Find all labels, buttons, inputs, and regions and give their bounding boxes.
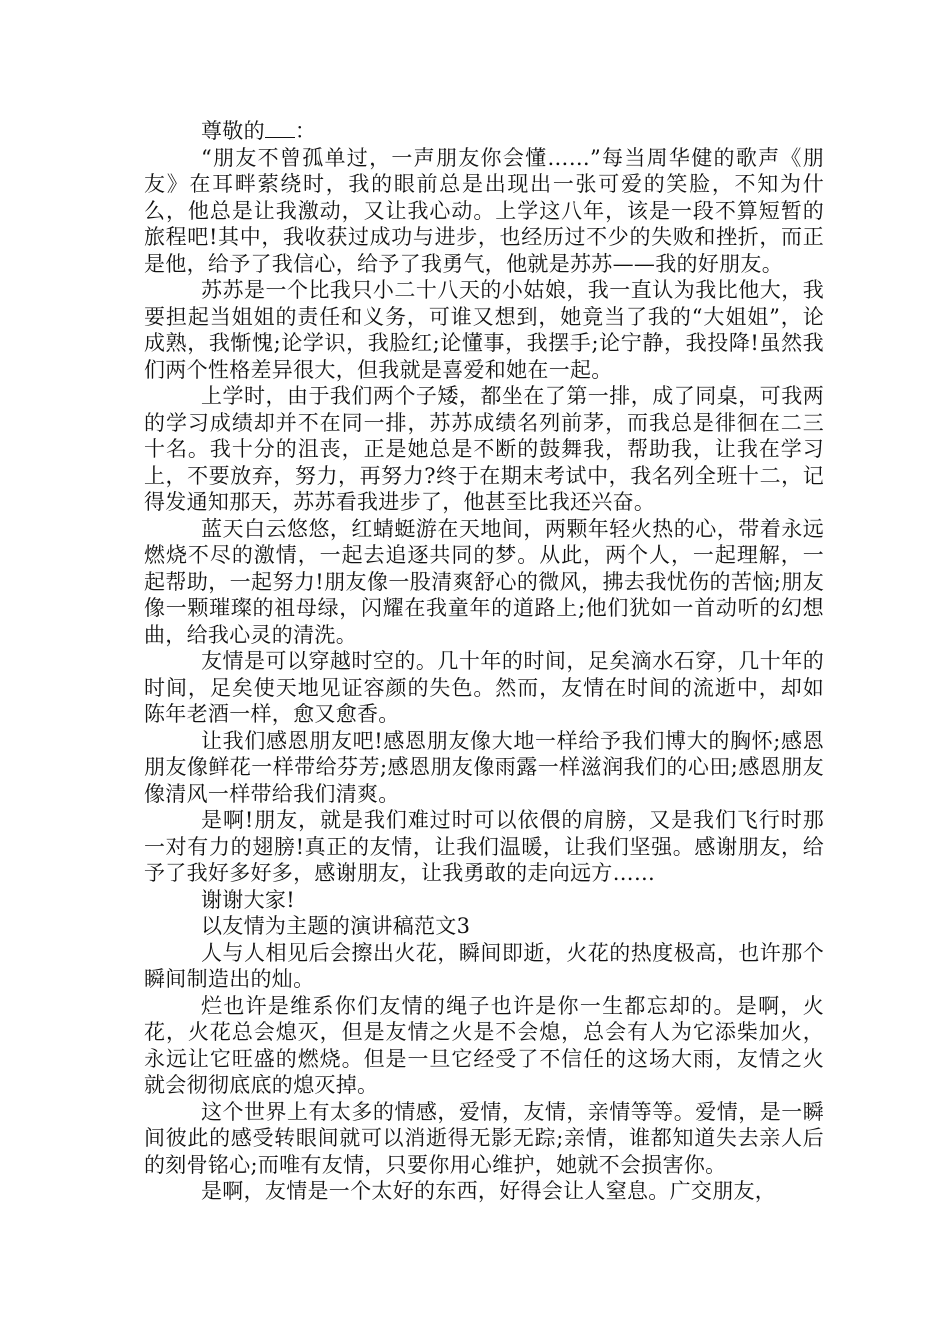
paragraph: 让我们感恩朋友吧!感恩朋友像大地一样给予我们博大的胸怀;感恩朋友像鲜花一样带给芬芳;感恩朋友像雨露一样滋润我们的心田;感恩朋友像清风一样带给我们清爽。 — [144, 728, 824, 806]
closing-thanks: 谢谢大家! — [201, 887, 295, 912]
salutation-blank — [265, 119, 295, 138]
paragraph: 友情是可以穿越时空的。几十年的时间，足矣滴水石穿，几十年的时间，足矣使天地见证容颜的失色。然而，友情在时间的流逝中，却如陈年老酒一样，愈又愈香。 — [144, 649, 824, 726]
paragraph: 这个世界上有太多的情感，爱情，友情，亲情等等。爱情，是一瞬间彼此的感受转眼间就可以消逝得无影无踪;亲情，谁都知道失去亲人后的刻骨铭心;而唯有友情，只要你用心维护，她就不会损害你。 — [144, 1099, 824, 1177]
paragraph: 烂也许是维系你们友情的绳子也许是你一生都忘却的。是啊，火花，火花总会熄灭，但是友情之火是不会熄，总会有人为它添柴加火，永远让它旺盛的燃烧。但是一旦它经受了不信任的这场大雨，友情之火就会彻彻底底的熄灭掉。 — [144, 993, 824, 1097]
paragraph: 蓝天白云悠悠，红蜻蜓游在天地间，两颗年轻火热的心，带着永远燃烧不尽的激情，一起去追逐共同的梦。从此，两个人，一起理解，一起帮助，一起努力!朋友像一股清爽舒心的微风，拂去我忧伤的苦恼;朋友像一颗璀璨的祖母绿，闪耀在我童年的道路上;他们犹如一首动听的幻想曲，给我心灵的清洗。 — [144, 516, 824, 647]
section-heading: 以友情为主题的演讲稿范文3 — [201, 914, 471, 938]
paragraph: 是啊，友情是一个太好的东西，好得会让人窒息。广交朋友， — [201, 1179, 777, 1203]
salutation — [144, 118, 824, 145]
paragraph: 苏苏是一个比我只小二十八天的小姑娘，我一直认为我比他大，我要担起当姐姐的责任和义务，可谁又想到，她竟当了我的“大姐姐”，论成熟，我惭愧;论学识，我脸红;论懂事，我摆手;论宁静，我投降!虽然我们两个性格差异很大，但我就是喜爱和她在一起。 — [144, 278, 824, 382]
paragraph: 人与人相见后会擦出火花，瞬间即逝，火花的热度极高，也许那个瞬间制造出的灿。 — [144, 940, 824, 991]
paragraph: “朋友不曾孤单过，一声朋友你会懂……”每当周华健的歌声《朋友》在耳畔萦绕时，我的眼前总是出现出一张可爱的笑脸，不知为什么，他总是让我激动，又让我心动。上学这八年，该是一段不算短暂的旅程吧!其中，我收获过成功与进步，也经历过不少的失败和挫折，而正是他，给予了我信心，给予了我勇气，他就是苏苏——我的好朋友。 — [144, 145, 824, 276]
salutation-prefix: 尊敬的 — [201, 119, 265, 143]
paragraph: 是啊!朋友，就是我们难过时可以依偎的肩膀，又是我们飞行时那一对有力的翅膀!真正的友情，让我们温暖，让我们坚强。感谢朋友，给予了我好多好多，感谢朋友，让我勇敢的走向远方…… — [144, 808, 824, 885]
salutation-suffix: ： — [294, 119, 317, 143]
paragraph: 上学时，由于我们两个子矮，都坐在了第一排，成了同桌，可我两的学习成绩却并不在同一排，苏苏成绩名列前茅，而我总是徘徊在二三十名。我十分的沮丧，正是她总是不断的鼓舞我，帮助我，让我在学习上，不要放弃，努力，再努力?终于在期末考试中，我名列全班十二，记得发通知那天，苏苏看我进步了，他甚至比我还兴奋。 — [144, 384, 824, 514]
document-body — [144, 118, 824, 1205]
